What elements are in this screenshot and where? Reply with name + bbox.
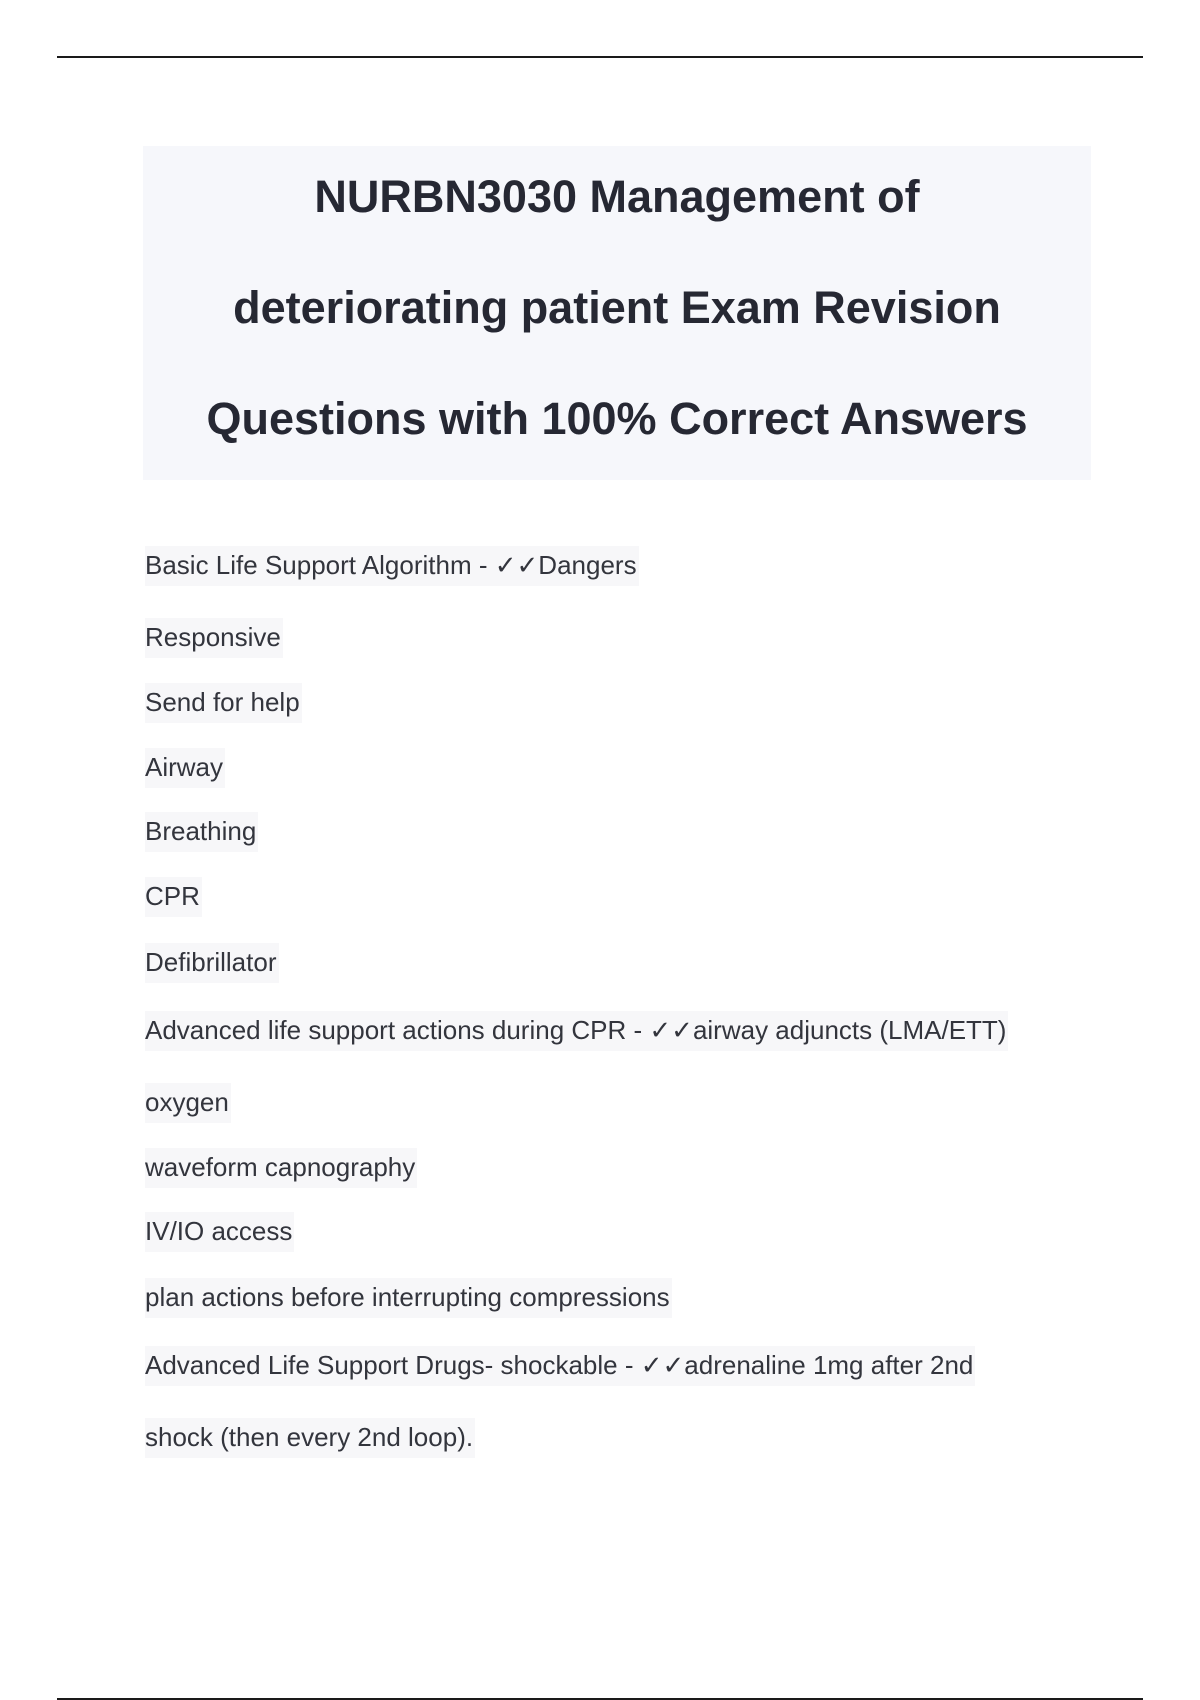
- qa-text: CPR: [145, 877, 202, 917]
- qa-text: oxygen: [145, 1083, 231, 1123]
- qa-text: Breathing: [145, 812, 258, 852]
- qa-line: [145, 883, 202, 909]
- qa-line: [145, 689, 302, 715]
- qa-line: [145, 552, 639, 578]
- qa-line: [145, 754, 225, 780]
- qa-text: plan actions before interrupting compressions: [145, 1278, 672, 1318]
- qa-text: Defibrillator: [145, 943, 279, 983]
- qa-line: [145, 1218, 294, 1244]
- title-line-1: NURBN3030 Management of: [314, 171, 920, 222]
- qa-text: waveform capnography: [145, 1148, 417, 1188]
- qa-text: IV/IO access: [145, 1212, 294, 1252]
- qa-text: Responsive: [145, 618, 283, 658]
- title-box: [143, 146, 1091, 480]
- title-line-3: Questions with 100% Correct Answers: [206, 393, 1028, 444]
- qa-line: [145, 1424, 475, 1450]
- qa-line: [145, 1154, 417, 1180]
- qa-line: [145, 624, 283, 650]
- qa-line: [145, 818, 258, 844]
- qa-text: Airway: [145, 748, 225, 788]
- qa-line: [145, 949, 279, 975]
- qa-text: Advanced Life Support Drugs- shockable - ✓✓adrenaline 1mg after 2nd: [145, 1346, 975, 1386]
- qa-text: shock (then every 2nd loop).: [145, 1418, 475, 1458]
- qa-line: [145, 1284, 672, 1310]
- qa-text: Advanced life support actions during CPR - ✓✓airway adjuncts (LMA/ETT): [145, 1011, 1008, 1051]
- qa-text: Basic Life Support Algorithm - ✓✓Dangers: [145, 546, 639, 586]
- qa-line: [145, 1017, 1008, 1043]
- qa-text: Send for help: [145, 683, 302, 723]
- qa-line: [145, 1352, 975, 1378]
- title-line-2: deteriorating patient Exam Revision: [233, 282, 1001, 333]
- qa-line: [145, 1089, 231, 1115]
- header-rule: [57, 56, 1143, 58]
